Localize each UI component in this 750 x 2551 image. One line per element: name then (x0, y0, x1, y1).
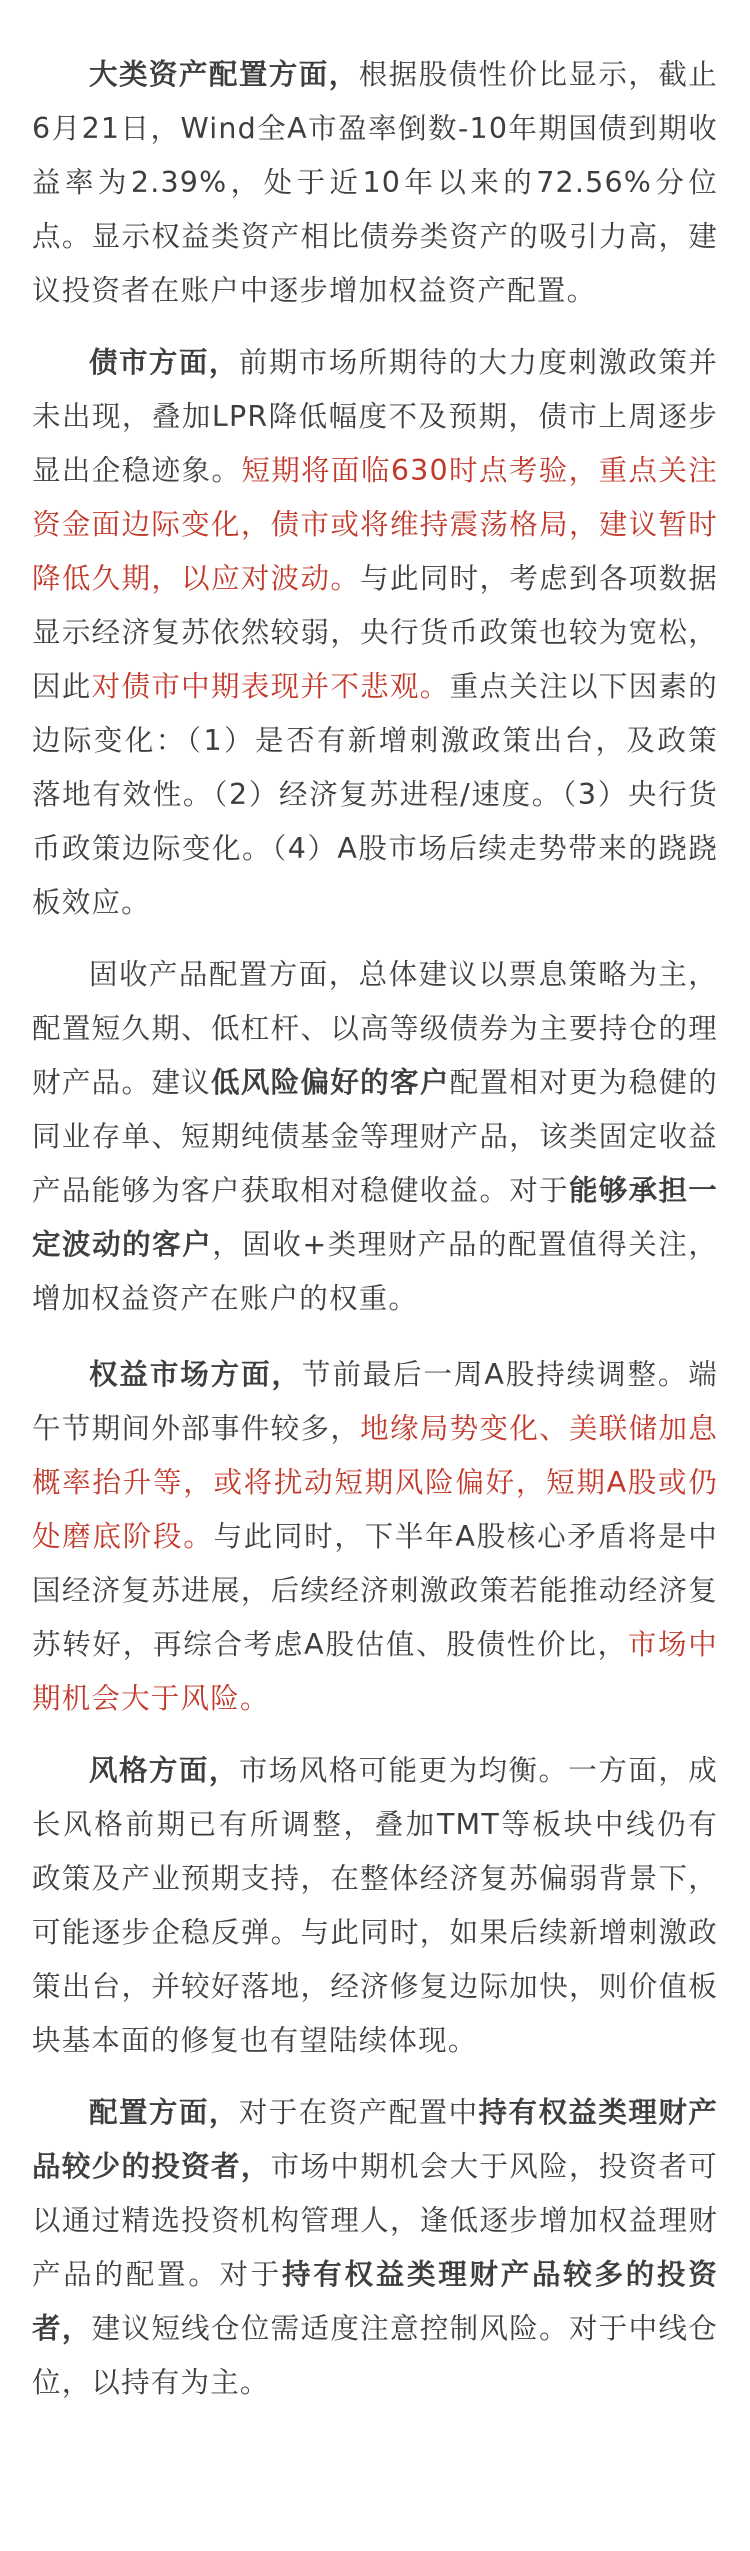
emphasis-few-equity-holders: 持有权益类理财产品较少的投资者， (32, 2096, 718, 2183)
text-run: 根据股债性价比显示，截止6月21日，Wind全A市盈率倒数-10年期国债到期收益率为2.39%，处于近10年以来的72.56%分位点。显示权益类资产相比债券类资产的吸引力高，建议投资者在账户中逐步增加权益资产配置。 (32, 58, 718, 307)
heading-asset-allocation: 大类资产配置方面， (89, 58, 359, 91)
text-run: 固收产品配置方面，总体建议以票息策略为主，配置短久期、低杠杆、以高等级债券为主要持仓的理财产品。建议 (32, 958, 718, 1099)
heading-style: 风格方面， (89, 1754, 239, 1787)
heading-bond-market: 债市方面， (89, 346, 239, 379)
paragraph-bond-market (32, 336, 718, 930)
paragraph-equity-market (32, 1348, 718, 1726)
paragraph-style (32, 1744, 718, 2068)
paragraph-asset-allocation (32, 48, 718, 318)
text-run: 建议短线仓位需适度注意控制风险。对于中线仓位，以持有为主。 (32, 2312, 719, 2399)
highlight-run: 地缘局势变化、美联储加息概率抬升等，或将扰动短期风险偏好，短期A股或仍处磨底阶段。 (32, 1412, 719, 1553)
text-run: 前期市场所期待的大力度刺激政策并未出现，叠加LPR降低幅度不及预期，债市上周逐步显出企稳迹象。 (32, 346, 718, 487)
heading-allocation: 配置方面， (89, 2096, 239, 2129)
paragraph-allocation (32, 2086, 718, 2410)
text-run: ，固收+类理财产品的配置值得关注，增加权益资产在账户的权重。 (32, 1228, 719, 1315)
text-run: 重点关注以下因素的边际变化：（1）是否有新增刺激政策出台，及政策落地有效性。（2）经济复苏进程/速度。（3）央行货币政策边际变化。（4）A股市场后续走势带来的跷跷板效应。 (32, 670, 719, 919)
highlight-run: 对债市中期表现并不悲观。 (91, 670, 450, 703)
text-run: 市场风格可能更为均衡。一方面，成长风格前期已有所调整，叠加TMT等板块中线仍有政策及产业预期支持，在整体经济复苏偏弱背景下，可能逐步企稳反弹。与此同时，如果后续新增刺激政策出台，并较好落地，经济修复边际加快，则价值板块基本面的修复也有望陆续体现。 (32, 1754, 718, 2057)
highlight-run: 短期将面临630时点考验，重点关注资金面边际变化，债市或将维持震荡格局，建议暂时降低久期，以应对波动。 (32, 454, 718, 595)
emphasis-many-equity-holders: 持有权益类理财产品较多的投资者， (32, 2258, 718, 2345)
text-run: 与此同时，考虑到各项数据显示经济复苏依然较弱，央行货币政策也较为宽松，因此 (32, 562, 719, 703)
text-run: 市场中期机会大于风险，投资者可以通过精选投资机构管理人，逢低逐步增加权益理财产品的配置。对于 (32, 2150, 718, 2291)
text-run: 对于在资产配置中 (238, 2096, 479, 2129)
highlight-run: 市场中期机会大于风险。 (32, 1628, 718, 1715)
paragraph-fixed-income (32, 948, 718, 1326)
emphasis-volatility-tolerant-clients: 能够承担一定波动的客户 (32, 1174, 718, 1261)
emphasis-low-risk-clients: 低风险偏好的客户 (211, 1066, 450, 1099)
heading-equity-market: 权益市场方面， (89, 1358, 302, 1391)
text-run: 配置相对更为稳健的同业存单、短期纯债基金等理财产品，该类固定收益产品能够为客户获取相对稳健收益。对于 (32, 1066, 719, 1207)
text-run: 与此同时，下半年A股核心矛盾将是中国经济复苏进展，后续经济刺激政策若能推动经济复苏转好，再综合考虑A股估值、股债性价比， (32, 1520, 718, 1661)
text-run: 节前最后一周A股持续调整。端午节期间外部事件较多， (32, 1358, 718, 1445)
